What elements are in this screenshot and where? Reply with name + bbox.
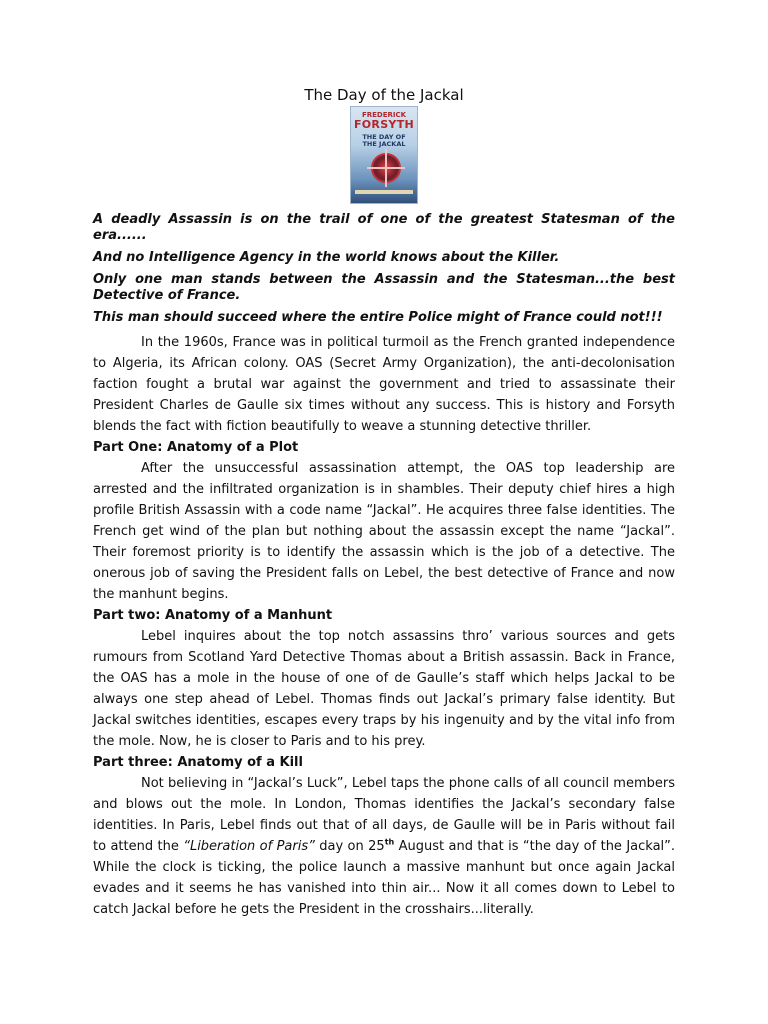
hook-line-1: A deadly Assassin is on the trail of one of the greatest Statesman of the era...... bbox=[93, 212, 675, 243]
hook-line-4: This man should succeed where the entire Police might of France could not!!! bbox=[93, 310, 663, 325]
ordinal-superscript: th bbox=[384, 837, 395, 847]
crosshair-target-icon bbox=[371, 153, 401, 183]
cover-author-last: FORSYTH bbox=[353, 118, 415, 131]
liberation-of-paris-italic: “Liberation of Paris” bbox=[183, 839, 315, 854]
part-two-paragraph: Lebel inquires about the top notch assassins thro’ various sources and gets rumours from Scotland Yard Detective Thomas about a British assassin. Back in France, the OAS has a mole in the house of one of de Gaulle’s staff which helps Jackal to be always one step ahead of Lebel. Thomas finds out Jackal’s primary false identity. But Jackal switches identities, escapes every traps by his ingenuity and by the vital info from the mole. Now, he is closer to Paris and to his prey. bbox=[93, 629, 675, 749]
part-two-heading: Part two: Anatomy of a Manhunt bbox=[93, 608, 333, 623]
intro-paragraph: In the 1960s, France was in political turmoil as the French granted independence to Algeria, its African colony. OAS (Secret Army Organization), the anti-decolonisation faction fought a brutal war against the government and tried to assassinate their President Charles de Gaulle six times without any success. This is history and Forsyth blends the fact with fiction beautifully to weave a stunning detective thriller. bbox=[93, 335, 675, 434]
part-three-paragraph bbox=[93, 773, 675, 920]
part-three-heading: Part three: Anatomy of a Kill bbox=[93, 755, 303, 770]
cover-banner-strip bbox=[355, 190, 413, 194]
cover-author-first: FREDERICK bbox=[361, 111, 407, 119]
book-cover-image bbox=[351, 107, 417, 203]
cover-book-title bbox=[351, 134, 417, 148]
hook-line-3: Only one man stands between the Assassin and the Statesman...the best Detective of France. bbox=[93, 272, 675, 303]
part-three-text-b: day on 25 bbox=[314, 839, 385, 854]
hook-line-2: And no Intelligence Agency in the world knows about the Killer. bbox=[93, 250, 560, 265]
document-title: The Day of the Jackal bbox=[304, 86, 464, 104]
review-body bbox=[93, 212, 675, 920]
cover-title-line1: THE DAY OF bbox=[362, 133, 406, 141]
part-one-heading: Part One: Anatomy of a Plot bbox=[93, 440, 299, 455]
cover-title-line2: THE JACKAL bbox=[362, 140, 406, 148]
part-one-paragraph: After the unsuccessful assassination attempt, the OAS top leadership are arrested and the infiltrated organization is in shambles. Their deputy chief hires a high profile British Assassin with a code name “Jackal”. He acquires three false identities. The French get wind of the plan but nothing about the assassin except the name “Jackal”. Their foremost priority is to identify the assassin which is the job of a detective. The onerous job of saving the President falls on Lebel, the best detective of France and now the manhunt begins. bbox=[93, 461, 675, 602]
part-three-text-c: August and that is “the day of the Jackal”. While the clock is ticking, the police launch a massive manhunt but once again Jackal evades and it seems he has vanished into thin air... Now it all comes down to Lebel to catch Jackal before he gets the President in the crosshairs...literally. bbox=[93, 839, 676, 917]
part-three-text-a: Not believing in “Jackal’s Luck”, Lebel taps the phone calls of all council members and blows out the mole. In London, Thomas identifies the Jackal’s secondary false identities. In Paris, Lebel finds out that of all days, de Gaulle will be in Paris without fail to attend the bbox=[93, 776, 675, 854]
